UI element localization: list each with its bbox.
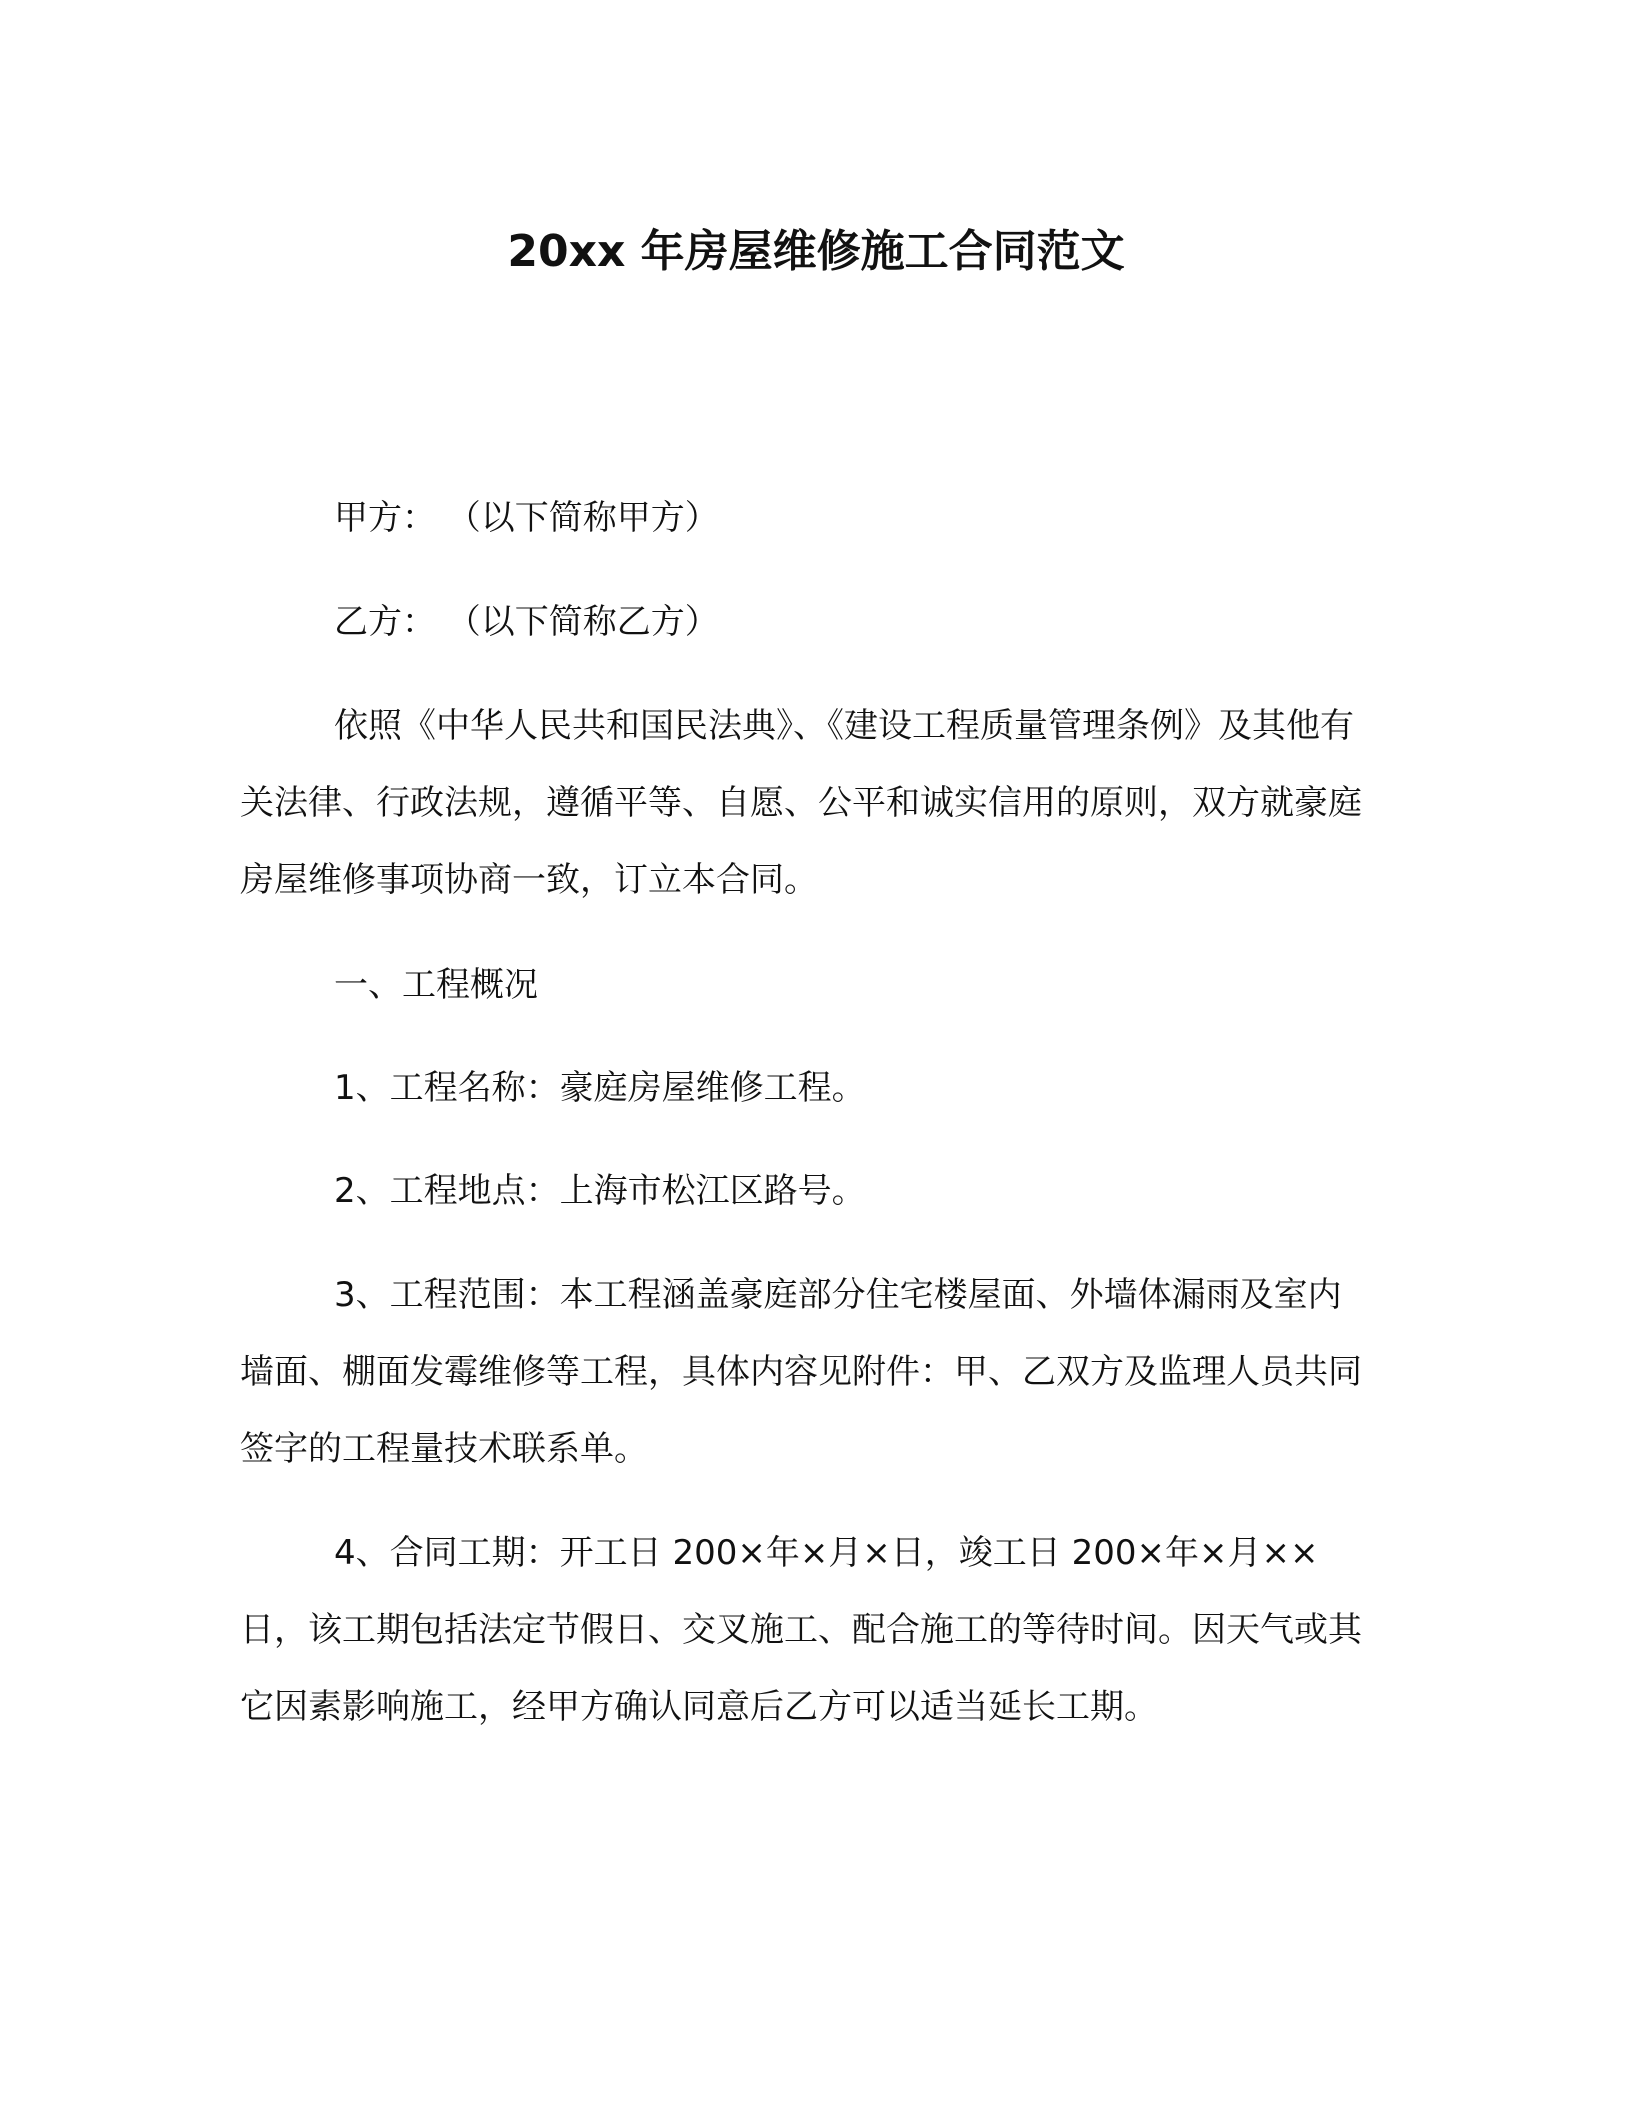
document-title: 20xx 年房屋维修施工合同范文 <box>507 226 1125 277</box>
party-b-line: 乙方： （以下简称乙方） <box>334 602 719 642</box>
clause-project-location: 2、工程地点：上海市松江区路号。 <box>334 1171 866 1211</box>
clause-project-scope: 3、工程范围：本工程涵盖豪庭部分住宅楼屋面、外墙体漏雨及室内墙面、棚面发霉维修等工程，具体内容见附件：甲、乙双方及监理人员共同签字的工程量技术联系单。 <box>240 1275 1362 1469</box>
party-a-line: 甲方： （以下简称甲方） <box>334 498 719 538</box>
clause-project-name: 1、工程名称：豪庭房屋维修工程。 <box>334 1068 866 1108</box>
clause-contract-period: 4、合同工期：开工日 200×年×月×日，竣工日 200×年×月××日，该工期包括法定节假日、交叉施工、配合施工的等待时间。因天气或其它因素影响施工，经甲方确认同意后乙方可以适当延长工期。 <box>240 1533 1362 1727</box>
section-heading: 一、工程概况 <box>334 965 538 1005</box>
preamble-paragraph: 依照《中华人民共和国民法典》、《建设工程质量管理条例》及其他有关法律、行政法规，遵循平等、自愿、公平和诚实信用的原则，双方就豪庭房屋维修事项协商一致，订立本合同。 <box>240 706 1362 900</box>
